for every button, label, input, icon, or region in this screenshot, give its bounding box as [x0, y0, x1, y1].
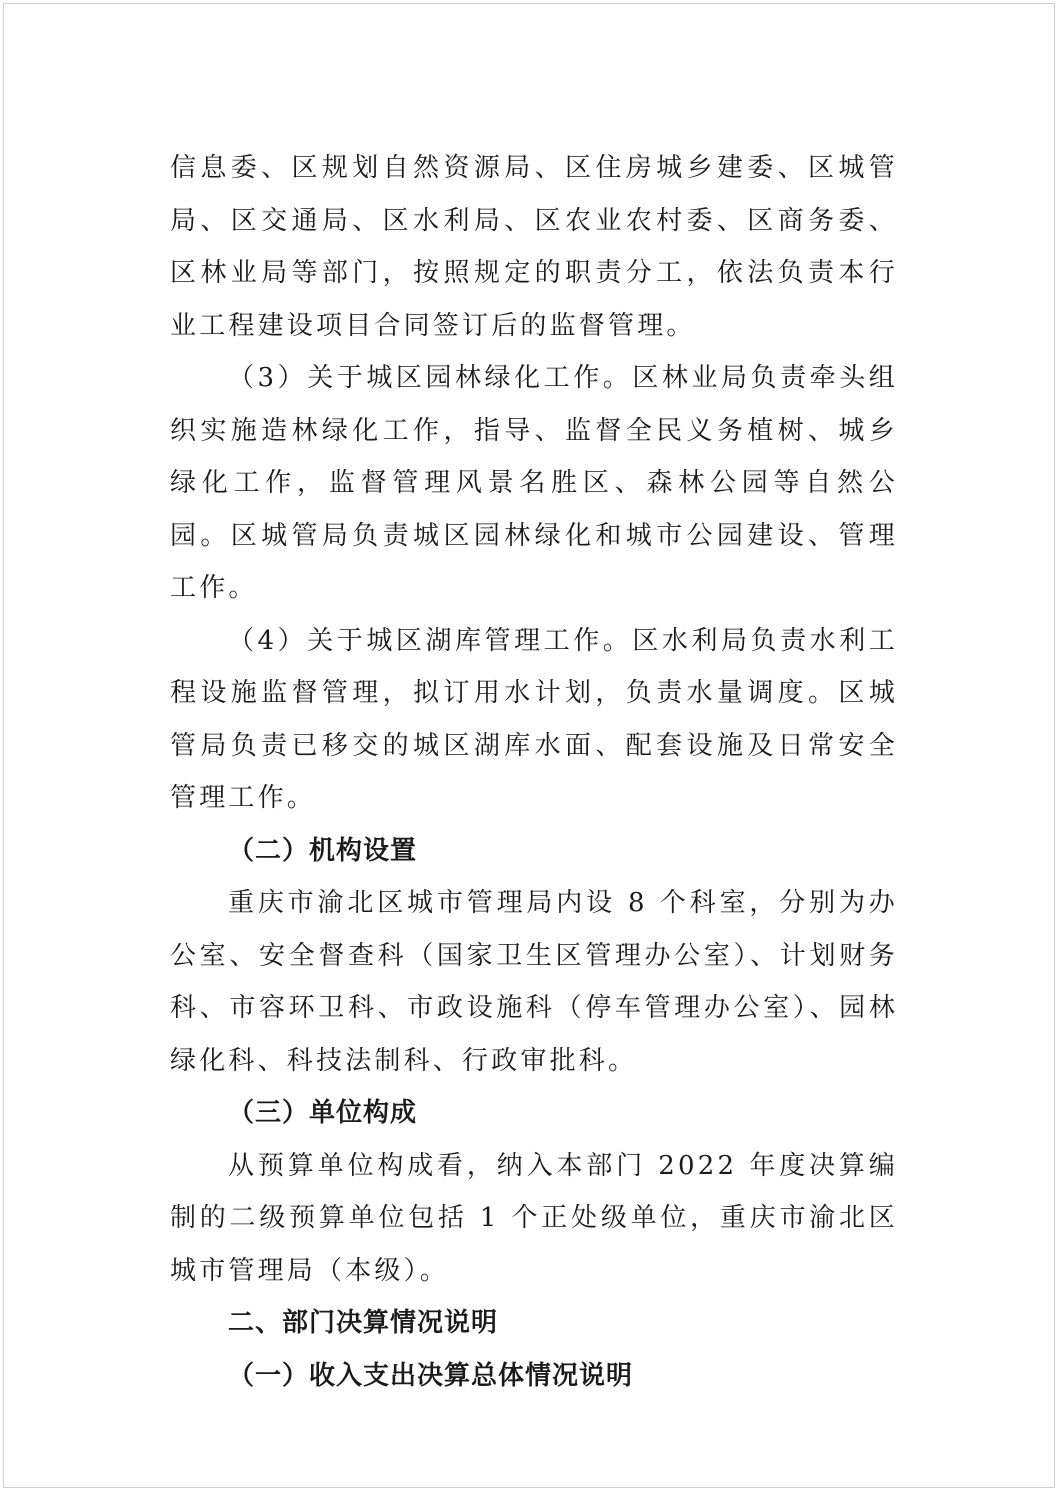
paragraph-landscaping-duties: （3）关于城区园林绿化工作。区林业局负责牵头组织实施造林绿化工作，指导、监督全民义务植树、城乡绿化工作，监督管理风景名胜区、森林公园等自然公园。区城管局负责城区园林绿化和城市公园建设、管理工作。: [170, 363, 898, 603]
paragraph-lake-reservoir-duties: （4）关于城区湖库管理工作。区水利局负责水利工程设施监督管理，拟订用水计划，负责水量调度。区城管局负责已移交的城区湖库水面、配套设施及日常安全管理工作。: [170, 625, 898, 813]
document-body: [170, 142, 898, 1402]
document-page: [3, 3, 1055, 1488]
heading-final-accounts-description: 二、部门决算情况说明: [228, 1308, 499, 1338]
paragraph-responsibilities-continued: 信息委、区规划自然资源局、区住房城乡建委、区城管局、区交通局、区水利局、区农业农村委、区商务委、区林业局等部门，按照规定的职责分工，依法负责本行业工程建设项目合同签订后的监督管理。: [170, 153, 898, 341]
heading-income-expenditure-overview: （一）收入支出决算总体情况说明: [228, 1360, 634, 1391]
paragraph-budget-units: 从预算单位构成看，纳入本部门 2022 年度决算编制的二级预算单位包括 1 个正处级单位，重庆市渝北区城市管理局（本级）。: [170, 1150, 898, 1286]
heading-organization-setup: （二）机构设置: [228, 835, 418, 866]
heading-unit-composition: （三）单位构成: [228, 1098, 418, 1128]
paragraph-internal-departments: 重庆市渝北区城市管理局内设 8 个科室，分别为办公室、安全督查科（国家卫生区管理办公室）、计划财务科、市容环卫科、市政设施科（停车管理办公室）、园林绿化科、科技法制科、行政审批科。: [170, 888, 898, 1076]
